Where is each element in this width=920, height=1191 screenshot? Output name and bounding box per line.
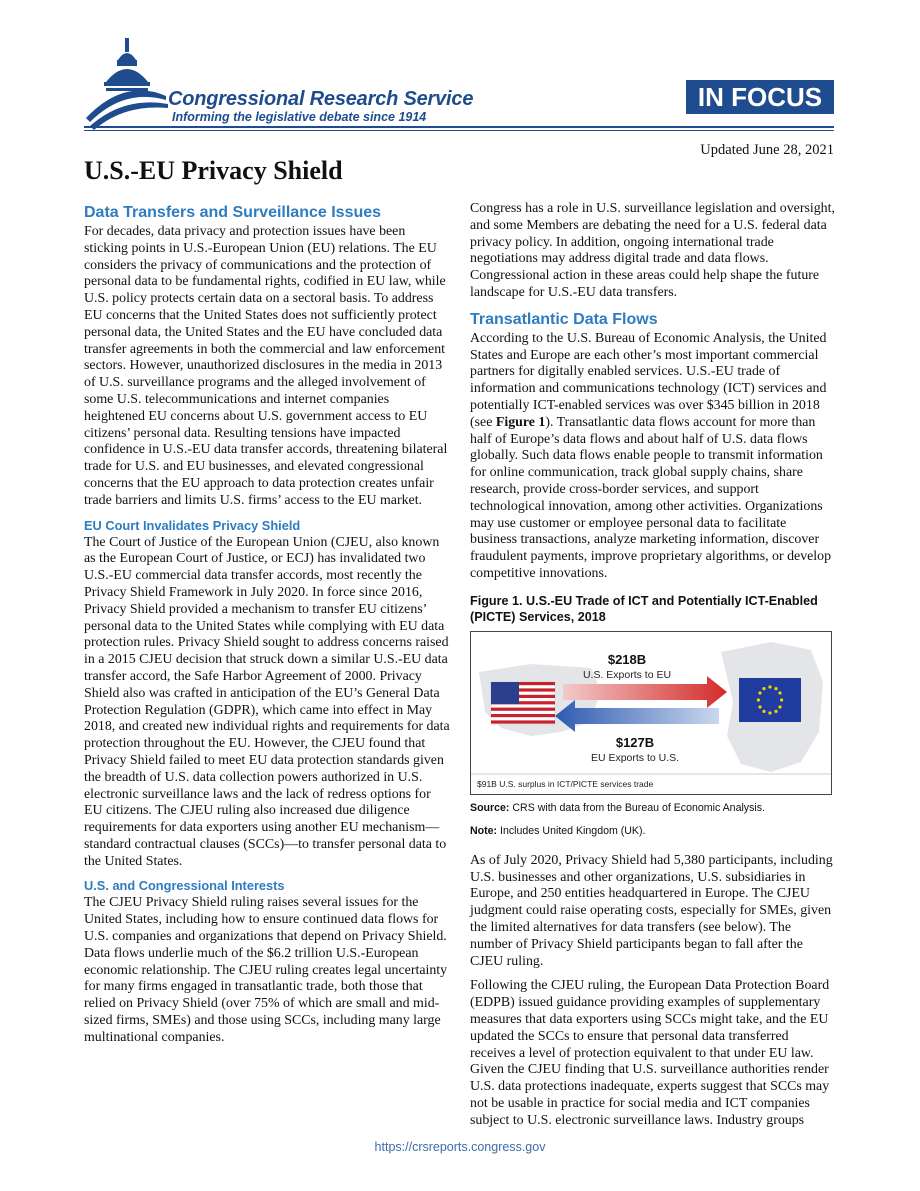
export-label: U.S. Exports to EU <box>582 668 672 681</box>
paragraph-part: According to the U.S. Bureau of Economic Analysis, the United States and Europe are each other’s most important commercial partners for digitally enabled services. U.S.-EU trade of information and communications technology (ICT) services and potentially ICT-enabled services was over $345 billion in 2018 (see <box>470 330 827 430</box>
paragraph-part: ). Transatlantic data flows account for more than half of Europe’s data flows and about half of U.S. data flows globally. Such data flows enable people to transmit information for online communication, track global supply chains, share research, provide cross-border services, and support technological innovation, among other activities. Organizations may use customer or employee personal data to facilitate business transactions, analyze marketing information, discover fraudulent payments, improve proprietary algorithms, or develop competitive innovations. <box>470 414 832 581</box>
subheading-eu-court: EU Court Invalidates Privacy Shield <box>84 517 301 533</box>
paragraph: The CJEU Privacy Shield ruling raises several issues for the United States, including how to ensure continued data flows for U.S. companies and organizations that depend on Privacy Shield. Data flows underlie much of the $6.2 trillion U.S.-European economic relationship. The CJEU ruling creates legal uncertainty for many firms engaged in transatlantic trade, both those that relied on Privacy Shield (over 75% of which are small and mid-sized firms, SMEs) and those using SCCs, including many large multinational companies. <box>84 895 448 1045</box>
figure-source <box>470 801 836 816</box>
org-name: Congressional Research Service <box>168 88 474 110</box>
right-column <box>470 201 836 1137</box>
paragraph: Congress has a role in U.S. surveillance legislation and oversight, and some Members are debating the need for a U.S. federal data privacy policy. In addition, ongoing international trade negotiations may address digital trade and data flows. Congressional action in these areas could help shape the future landscape for U.S.-EU data transfers. <box>470 201 835 300</box>
note-label: Note: <box>470 824 498 837</box>
capitol-dome-icon <box>84 38 174 138</box>
paragraph: The Court of Justice of the European Union (CJEU, also known as the European Court of Justice, or ECJ) has invalidated two U.S.-EU commercial data transfer accords, most recently the Privacy Shield Framework in July 2020. In force since 2016, Privacy Shield provided a mechanism to transfer EU citizens’ personal data to the United States while complying with EU data protection rules. Privacy Shield sought to address concerns raised in a 2015 CJEU decision that struck down a similar U.S.-EU data transfer accord, the Safe Harbor Agreement of 2000. Privacy Shield also was crafted in anticipation of the EU’s General Data Protection Regulation (GDPR), which came into effect in May 2018, and created new individual rights and requirements for data protection throughout the EU. However, the CJEU found that Privacy Shield failed to meet EU data protection standards given the breadth of U.S. data collection powers authorized in U.S. electronic surveillance laws and the lack of redress options for EU citizens. The CJEU ruling also increased due diligence requirements for data exporters using another EU mechanism—standard contractual clauses (SCCs)—to transfer personal data to the United States. <box>84 534 450 869</box>
figure-title: Figure 1. U.S.-EU Trade of ICT and Potentially ICT-Enabled (PICTE) Services, 2018 <box>470 593 818 624</box>
subheading-us-interests: U.S. and Congressional Interests <box>84 878 285 894</box>
paragraph: As of July 2020, Privacy Shield had 5,380 participants, including U.S. businesses and other organizations, U.S. subsidiaries in Europe, and 250 entities headquartered in Europe. The CJEU judgment could raise operating costs, especially for SMEs, given the limited alternatives for data transfers (see below). The number of Privacy Shield participants began to fall after the CJEU ruling. <box>470 852 833 969</box>
import-value: $127B <box>615 734 655 750</box>
surplus-note: $91B U.S. surplus in ICT/PICTE services trade <box>477 778 654 789</box>
org-tagline: Informing the legislative debate since 1914 <box>172 110 427 124</box>
source-label: Source: <box>470 801 510 814</box>
paragraph <box>470 331 836 583</box>
figure-note <box>470 824 836 839</box>
paragraph: Following the CJEU ruling, the European Data Protection Board (EDPB) issued guidance providing examples of supplementary measures that data exporters using SCCs might take, and the EU updated the SCCs to ensure that personal data transferred receives a level of protection equivalent to that under EU law. Given the CJEU finding that U.S. surveillance authorities render U.S. data protections inadequate, experts suggest that SCCs may not be usable in practice for social media and ICT companies subject to U.S. electronic surveillance laws. Industry groups <box>470 978 830 1128</box>
import-label: EU Exports to U.S. <box>590 751 680 764</box>
header-rule-thin <box>84 130 834 131</box>
footer-url[interactable]: https://crsreports.congress.gov <box>374 1140 546 1154</box>
eu-flag-icon <box>739 678 801 722</box>
section-heading-transatlantic: Transatlantic Data Flows <box>470 310 658 328</box>
page-title: U.S.-EU Privacy Shield <box>84 156 343 185</box>
header-rule <box>84 126 834 128</box>
paragraph: For decades, data privacy and protection issues have been sticking points in U.S.-European Union (EU) relations. The EU considers the privacy of communications and the protection of personal data to be fundamental rights, codified in EU law, while U.S. policy protects certain data on a sectoral basis. To address EU concerns that the United States does not sufficiently protect personal data, the United States and the EU have concluded data transfer agreements in both the commercial and law enforcement sectors. However, unauthorized disclosures in the media in 2013 of U.S. surveillance programs and the alleged involvement of some U.S. telecommunications and internet companies heightened EU concerns about U.S. government access to EU citizens’ personal data. Resulting tensions have impacted confidence in U.S.-EU data transfer accords, threatening bilateral trade for U.S. and EU businesses, and elevated congressional concerns that the EU approach to data protection creates unfair trade barriers and limits U.S. firms’ access to the EU market. <box>84 224 448 508</box>
us-flag-icon <box>491 682 555 724</box>
left-column <box>84 201 450 1055</box>
export-value: $218B <box>607 651 647 667</box>
trade-graphic <box>471 632 831 794</box>
updated-date: Updated June 28, 2021 <box>700 142 834 158</box>
figure-reference: Figure 1 <box>495 414 546 430</box>
section-heading-data-transfers: Data Transfers and Surveillance Issues <box>84 204 382 221</box>
in-focus-badge: IN FOCUS <box>686 80 834 114</box>
figure-1 <box>470 631 832 795</box>
source-text: CRS with data from the Bureau of Economic Analysis. <box>509 801 765 814</box>
note-text: Includes United Kingdom (UK). <box>497 824 646 837</box>
